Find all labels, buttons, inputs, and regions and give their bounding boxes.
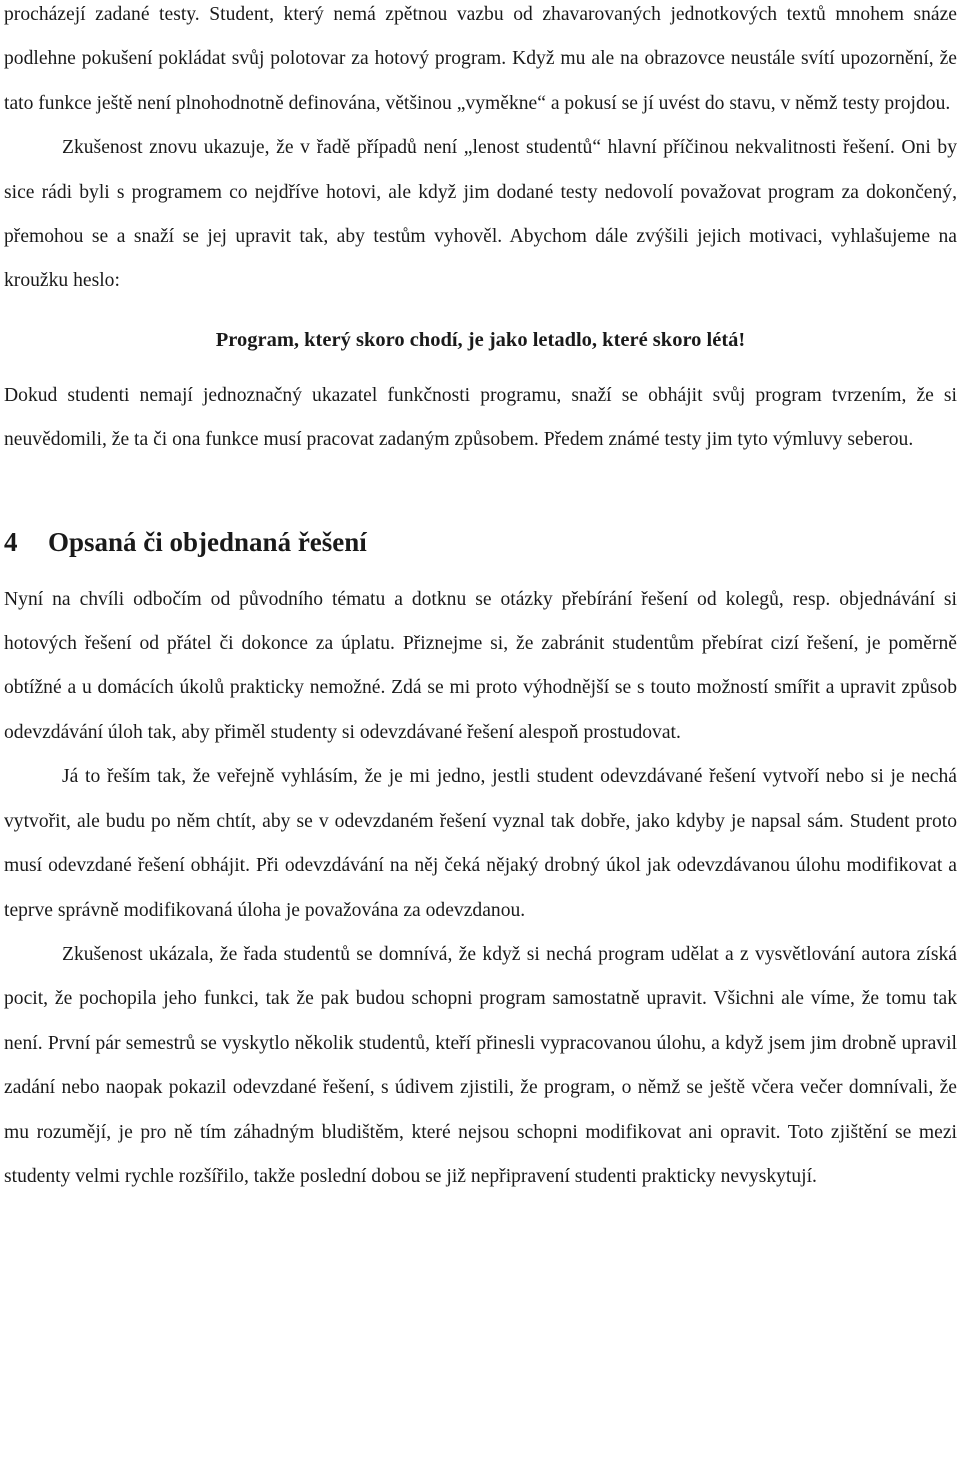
section-number: 4 <box>4 526 18 557</box>
paragraph-5: Já to řeším tak, že veřejně vyhlásím, že je mi jedno, jestli student odevzdávané řešení vytvoří nebo si je nechá vytvořit, ale budu po něm chtít, aby se v odevzdaném řešení vyznal tak dobře, jako kdyby je napsal sám. Student proto musí odevzdané řešení obhájit. Při odevzdávání na něj čeká nějaký drobný úkol jak odevzdávanou úlohu modifikovat a teprve správně modifikovaná úloha je považována za odevzdanou. <box>4 766 957 921</box>
section-title: Opsaná či objednaná řešení <box>48 526 367 557</box>
paragraph-1: procházejí zadané testy. Student, který nemá zpětnou vazbu od zhavarovaných jednotkových textů mnohem snáze podlehne pokušení pokládat svůj polotovar za hotový program. Když mu ale na obrazovce neustále svítí upozornění, že tato funkce ještě není plnohodnotně definována, většinou „vyměkne“ a pokusí se jí uvést do stavu, v němž testy projdou. <box>4 4 957 114</box>
motto: Program, který skoro chodí, je jako letadlo, které skoro létá! <box>215 328 746 351</box>
paragraph-2: Zkušenost znovu ukazuje, že v řadě případů není „lenost studentů“ hlavní příčinou nekvalitnosti řešení. Oni by sice rádi byli s programem co nejdříve hotovi, ale když jim dodané testy nedovolí považovat program za dokončený, přemohou se a snaží se jej upravit tak, aby testům vyhověl. Abychom dále zvýšili jejich motivaci, vyhlašujeme na kroužku heslo: <box>4 137 957 292</box>
paragraph-3: Dokud studenti nemají jednoznačný ukazatel funkčnosti programu, snaží se obhájit svůj program tvrzením, že si neuvědomili, že ta či ona funkce musí pracovat zadaným způsobem. Předem známé testy jim tyto výmluvy seberou. <box>4 384 957 451</box>
section-heading <box>4 520 957 564</box>
paragraph-4: Nyní na chvíli odbočím od původního tématu a dotknu se otázky přebírání řešení od kolegů, resp. objednávání si hotových řešení od přátel či dokonce za úplatu. Přiznejme si, že zabránit studentům přebírat cizí řešení, je poměrně obtížné a u domácích úkolů prakticky nemožné. Zdá se mi proto výhodnější se s touto možností smířit a upravit způsob odevzdávání úloh tak, aby přiměl studenty si odevzdávané řešení alespoň prostudovat. <box>4 588 957 743</box>
paragraph-6: Zkušenost ukázala, že řada studentů se domnívá, že když si nechá program udělat a z vysvětlování autora získá pocit, že pochopila jeho funkci, tak že pak budou schopni program samostatně upravit. Všichni ale víme, že tomu tak není. První pár semestrů se vyskytlo několik studentů, kteří přinesli vypracovanou úlohu, a když jsem jim drobně upravil zadání nebo naopak pokazil odevzdané řešení, s údivem zjistili, že program, o němž se ještě včera večer domnívali, že mu rozumějí, je pro ně tím záhadným bludištěm, které nejsou schopni modifikovat ani opravit. Toto zjištění se mezi studenty velmi rychle rozšířilo, takže poslední dobou se již nepřipravení studenti prakticky nevyskytují. <box>4 943 957 1187</box>
